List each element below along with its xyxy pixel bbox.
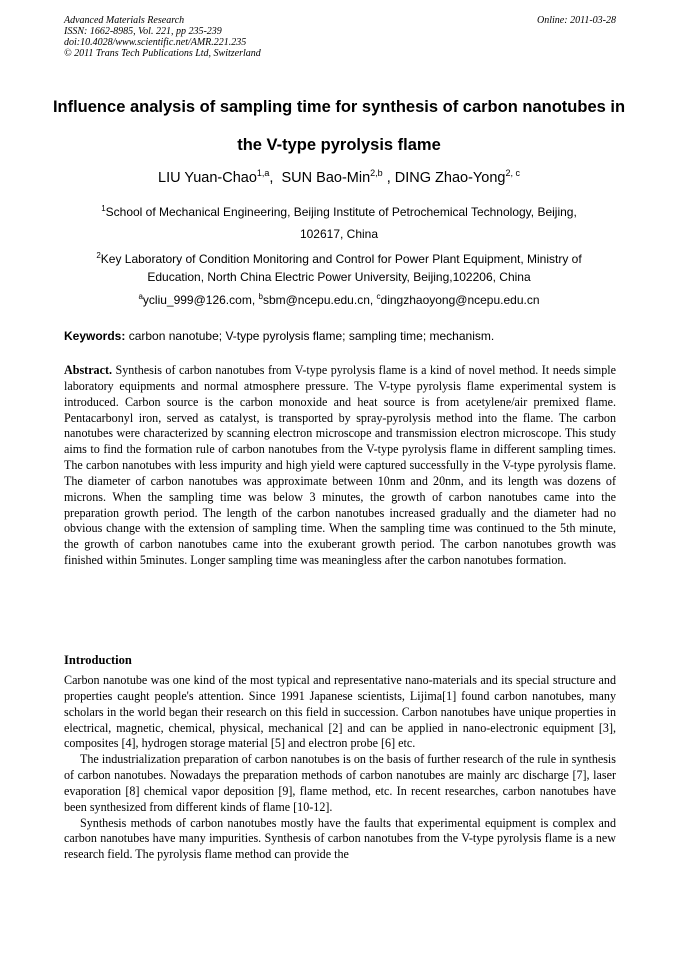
- author-emails: [64, 289, 614, 308]
- author-separator: ,: [382, 170, 395, 186]
- author-affiliation-mark: 2,b: [370, 168, 383, 178]
- email-separator: ,: [251, 293, 259, 307]
- keywords-label: Keywords:: [64, 329, 126, 343]
- affiliation-text: School of Mechanical Engineering, Beijing Institute of Petrochemical Technology, Beijing,: [105, 205, 577, 219]
- affiliation-1: [64, 198, 614, 245]
- paragraph: Synthesis methods of carbon nanotubes mostly have the faults that experimental equipment is complex and carbon nanotubes have many impurities. Synthesis of carbon nanotubes from the V-type pyrolysis flame is a new research field. The pyrolysis flame method can provide the: [64, 815, 616, 862]
- issn-line: ISSN: 1662-8985, Vol. 221, pp 235-239: [64, 26, 222, 37]
- paper-title: [40, 88, 638, 164]
- affiliation-text: 102617, China: [299, 227, 379, 241]
- online-date: Online: 2011-03-28: [537, 15, 616, 26]
- keywords-text: carbon nanotube; V-type pyrolysis flame; sampling time; mechanism.: [125, 329, 495, 343]
- keywords: [64, 328, 616, 344]
- title-line-2: the V-type pyrolysis flame: [237, 136, 441, 154]
- author-list: [40, 163, 638, 188]
- title-line-1: Influence analysis of sampling time for synthesis of carbon nanotubes in: [52, 98, 626, 116]
- author-separator: ,: [269, 170, 282, 186]
- email-link[interactable]: dingzhaoyong@ncepu.edu.cn: [380, 293, 540, 307]
- author-affiliation-mark: 2, c: [505, 168, 520, 178]
- author-name: DING Zhao-Yong: [394, 170, 506, 186]
- affiliation-mark: 1: [101, 204, 106, 213]
- email-mark: b: [258, 292, 263, 301]
- email-link[interactable]: ycliu_999@126.com: [142, 293, 252, 307]
- doi-line: doi:10.4028/www.scientific.net/AMR.221.235: [64, 37, 247, 48]
- email-link[interactable]: sbm@ncepu.edu.cn: [262, 293, 370, 307]
- copyright-line: © 2011 Trans Tech Publications Ltd, Switzerland: [64, 48, 261, 59]
- paragraph: Carbon nanotube was one kind of the most typical and representative nano-materials and its special structure and properties caught people's attention. Since 1991 Japanese scientists, Lijima[1] found carbon nanotubes, many scholars in the world began their research on this field in succession. Carbon nanotubes have unique properties in electrical, magnetic, chemical, physical, mechanical [2] and can be applied in nano-electronic equipment [3], composites [4], hydrogen storage material [5] and electron probe [6] etc.: [64, 673, 616, 751]
- author-name: LIU Yuan-Chao: [158, 170, 257, 186]
- author-affiliation-mark: 1,a: [256, 168, 270, 178]
- abstract: [64, 363, 616, 569]
- paragraph: The industrialization preparation of carbon nanotubes is on the basis of further research of the rule in synthesis of carbon nanotubes. Nowadays the preparation methods of carbon nanotubes are mainly arc discharge [7], laser evaporation [8] chemical vapor deposition [9], flame method, etc. In recent researches, carbon nanotubes have been synthesized from different kinds of flame [10-12].: [64, 752, 616, 814]
- affiliation-text: Key Laboratory of Condition Monitoring and Control for Power Plant Equipment, Ministry of: [100, 252, 582, 266]
- email-mark: a: [138, 292, 143, 301]
- affiliation-text: Education, North China Electric Power University, Beijing,102206, China: [147, 270, 531, 284]
- abstract-label: Abstract.: [64, 363, 113, 377]
- section-heading-introduction: Introduction: [64, 653, 132, 667]
- journal-header: [64, 15, 616, 59]
- introduction-body: [64, 673, 616, 863]
- affiliation-mark: 2: [96, 251, 101, 260]
- affiliation-2: [64, 247, 614, 286]
- email-separator: ,: [369, 293, 377, 307]
- author-name: SUN Bao-Min: [281, 170, 371, 186]
- journal-name: Advanced Materials Research: [64, 15, 185, 26]
- abstract-text: Synthesis of carbon nanotubes from V-type pyrolysis flame is a kind of novel method. It needs simple laboratory equipments and normal atmosphere pressure. The V-type pyrolysis flame experimental system is introduced. Carbon source is the carbon monoxide and heat source is from acetylene/air premixed flame. Pentacarbonyl iron, served as catalyst, is transported by spray-pyrolysis method into the flame. The carbon nanotubes were characterized by scanning electron microscope and transmission electron microscope. This study aims to find the formation rule of carbon nanotubes from the V-type pyrolysis flame in different sampling times. The carbon nanotubes with less impurity and high yield were captured successfully in the V-type pyrolysis flame. The diameter of carbon nanotubes was approximate between 10nm and 20nm, and its length was dozens of microns. When the sampling time was below 3 minutes, the growth of carbon nanotubes came into the preparation growth period. The length of the carbon nanotubes increased gradually and the diameter had no obvious change with the extension of sampling time. When the sampling time was continued to the 5th minute, the growth of carbon nanotubes came into the exuberant growth period. The carbon nanotubes growth was finished within 5minutes. Longer sampling time was meaningless after the carbon nanotubes formation.: [64, 363, 616, 568]
- email-mark: c: [376, 292, 381, 301]
